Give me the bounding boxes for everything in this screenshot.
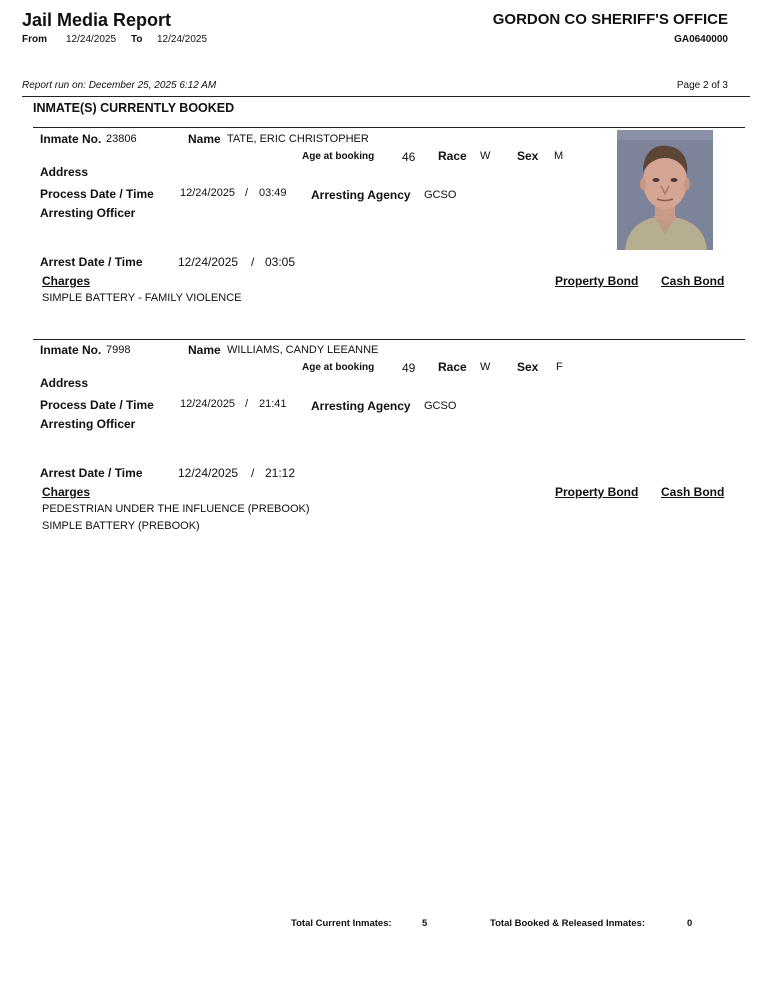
- arresting-agency-label: Arresting Agency: [311, 188, 411, 202]
- total-current-label: Total Current Inmates:: [291, 918, 392, 929]
- name-value: WILLIAMS, CANDY LEEANNE: [227, 344, 379, 356]
- address-label: Address: [40, 376, 89, 390]
- to-label: To: [131, 34, 143, 45]
- name-value: TATE, ERIC CHRISTOPHER: [227, 133, 369, 145]
- from-label: From: [22, 34, 47, 45]
- arrest-date-label: Arrest Date / Time: [40, 255, 143, 269]
- charge-item: PEDESTRIAN UNDER THE INFLUENCE (PREBOOK): [42, 503, 310, 515]
- process-date-label: Process Date / Time: [40, 187, 154, 201]
- arresting-officer-label: Arresting Officer: [40, 417, 136, 431]
- slash: /: [251, 255, 255, 269]
- booking-photo-image: [617, 130, 713, 250]
- inmate-no-label: Inmate No.: [40, 343, 102, 357]
- process-date-value: 12/24/2025: [180, 187, 236, 199]
- inmate-no-label: Inmate No.: [40, 132, 102, 146]
- sex-label: Sex: [517, 360, 539, 374]
- booking-photo: [617, 130, 713, 250]
- agency-name: GORDON CO SHERIFF'S OFFICE: [492, 11, 728, 28]
- header-divider: [22, 96, 750, 97]
- slash: /: [251, 466, 255, 480]
- arrest-time-value: 03:05: [265, 255, 296, 269]
- sex-value: F: [556, 361, 563, 373]
- age-label: Age at booking: [302, 362, 375, 373]
- race-label: Race: [438, 360, 467, 374]
- arresting-agency-value: GCSO: [424, 189, 457, 201]
- cash-bond-label: Cash Bond: [661, 485, 725, 499]
- arrest-date-label: Arrest Date / Time: [40, 466, 143, 480]
- charges-label: Charges: [42, 485, 91, 499]
- report-title: Jail Media Report: [22, 10, 172, 30]
- to-date: 12/24/2025: [157, 34, 208, 45]
- race-value: W: [480, 361, 491, 373]
- property-bond-label: Property Bond: [555, 274, 639, 288]
- age-label: Age at booking: [302, 151, 375, 162]
- slash: /: [245, 187, 249, 199]
- arresting-agency-value: GCSO: [424, 400, 457, 412]
- section-divider: [33, 127, 745, 128]
- inmate-no-value: 23806: [106, 133, 137, 145]
- arrest-date-value: 12/24/2025: [178, 255, 239, 269]
- race-value: W: [480, 150, 491, 162]
- address-label: Address: [40, 165, 89, 179]
- name-label: Name: [188, 343, 221, 357]
- sex-value: M: [554, 150, 564, 162]
- total-booked-released-value: 0: [687, 918, 693, 929]
- total-current-value: 5: [422, 918, 428, 929]
- record-divider: [33, 339, 745, 340]
- process-date-value: 12/24/2025: [180, 398, 236, 410]
- section-title: INMATE(S) CURRENTLY BOOKED: [33, 101, 235, 115]
- report-run-time: Report run on: December 25, 2025 6:12 AM: [22, 80, 217, 91]
- process-date-label: Process Date / Time: [40, 398, 154, 412]
- charge-item: SIMPLE BATTERY - FAMILY VIOLENCE: [42, 292, 242, 304]
- arresting-officer-label: Arresting Officer: [40, 206, 136, 220]
- cash-bond-label: Cash Bond: [661, 274, 725, 288]
- name-label: Name: [188, 132, 221, 146]
- agency-id: GA0640000: [674, 34, 728, 45]
- inmate-no-value: 7998: [106, 344, 131, 356]
- process-time-value: 21:41: [259, 398, 287, 410]
- race-label: Race: [438, 149, 467, 163]
- arresting-agency-label: Arresting Agency: [311, 399, 411, 413]
- process-time-value: 03:49: [259, 187, 287, 199]
- page-number: Page 2 of 3: [676, 80, 728, 91]
- arrest-date-value: 12/24/2025: [178, 466, 239, 480]
- property-bond-label: Property Bond: [555, 485, 639, 499]
- total-booked-released-label: Total Booked & Released Inmates:: [490, 918, 646, 929]
- arrest-time-value: 21:12: [265, 466, 296, 480]
- charge-item: SIMPLE BATTERY (PREBOOK): [42, 520, 200, 532]
- age-value: 46: [402, 150, 416, 164]
- from-date: 12/24/2025: [66, 34, 117, 45]
- age-value: 49: [402, 361, 416, 375]
- slash: /: [245, 398, 249, 410]
- charges-label: Charges: [42, 274, 91, 288]
- sex-label: Sex: [517, 149, 539, 163]
